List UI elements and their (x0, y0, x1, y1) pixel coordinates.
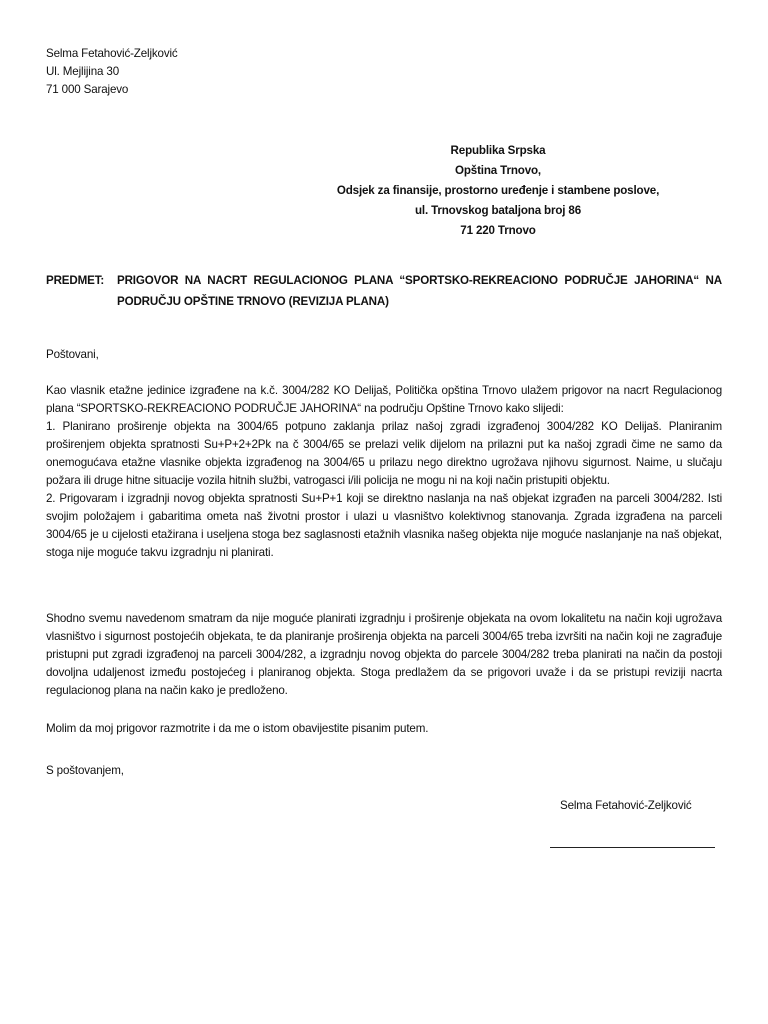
subject-text: PRIGOVOR NA NACRT REGULACIONOG PLANA “SPORTSKO-REKREACIONO PODRUČJE JAHORINA“ NA PODRUČJU OPŠTINE TRNOVO (REVIZIJA PLANA) (117, 274, 722, 308)
subject-block (46, 270, 722, 312)
recipient-address (300, 141, 696, 241)
recipient-line-3: Odsjek za finansije, prostorno uređenje i stambene poslove, (336, 184, 660, 197)
sender-name: Selma Fetahović-Zeljković (46, 47, 178, 60)
subject-label: PREDMET: (46, 274, 105, 287)
recipient-line-4: ul. Trnovskog bataljona broj 86 (414, 204, 582, 217)
sender-street: Ul. Mejlijina 30 (46, 65, 119, 78)
signature-line (550, 847, 715, 848)
closing-phrase: S poštovanjem, (46, 764, 124, 777)
objection-point-1: 1. Planirano proširenje objekta na 3004/65 potpuno zaklanja prilaz našoj zgradi izgrađenoj 3004/282 KO Delijaš. Planiranim proširenjem objekta spratnosti Su+P+2+2Pk na č 3004/65 se prelazi velik dijelom na prilazni put ka našoj zgradi čime ne samo da onemogućava etažne vlasnike objekta izgrađenog na 3004/65 u prilazu nego direktno ugrožava njihovu sigurnost. Naime, u slučaju požara ili druge hitne situacije vozila hitnih službi, vatrogasci i/ili policija ne mogu ni na koji način pristupiti objektu. (46, 420, 722, 487)
conclusion-paragraph: Shodno svemu navedenom smatram da nije moguće planirati izgradnju i proširenje objekata na ovom lokalitetu na način koji ugrožava vlasništvo i sigurnost postojećih objekata, te da planiranje proširenja objekta na parceli 3004/65 treba izvršiti na način koji ne zagrađuje pristupni put zgradi izgrađenoj na parceli 3004/282, a izgradnju novog objekta do parcele 3004/282 treba planirati na način da postoji dovoljna udaljenost između postojećeg i planiranog objekta. Stoga predlažem da se prigovori uvaže i da se pristupi reviziji nacrta regulacionog plana na način kako je predloženo. (46, 612, 722, 697)
recipient-line-5: 71 220 Trnovo (460, 224, 536, 237)
objection-point-2: 2. Prigovaram i izgradnji novog objekta spratnosti Su+P+1 koji se direktno naslanja na naš objekat izgrađen na parceli 3004/282. Isti svojim položajem i gabaritima ometa naš životni prostor i ulazi u vlasništvo kolektivnog stanovanja. Zgrada izgrađena na parceli 3004/65 je u cijelosti etažirana i useljena stoga bez saglasnosti etažnih vlasnika našeg objekta nije moguće naslanjanje na naš objekat, stoga nije moguće takvu izgradnju ni planirati. (46, 492, 722, 559)
recipient-line-1: Republika Srpska (450, 144, 546, 157)
intro-paragraph: Kao vlasnik etažne jedinice izgrađene na k.č. 3004/282 KO Delijaš, Politička opština Trnovo ulažem prigovor na nacrt Regulacionog plana “SPORTSKO-REKREACIONO PODRUČJE JAHORINA“ na području Opštine Trnovo kako slijedi: (46, 384, 722, 415)
salutation: Poštovani, (46, 348, 99, 361)
signer-name: Selma Fetahović-Zeljković (560, 799, 692, 812)
letter-body-main (46, 382, 722, 562)
sender-city: 71 000 Sarajevo (46, 83, 129, 96)
recipient-line-2: Opština Trnovo, (455, 164, 541, 177)
sender-address (46, 45, 366, 99)
request-paragraph: Molim da moj prigovor razmotrite i da me o istom obavijestite pisanim putem. (46, 722, 429, 735)
